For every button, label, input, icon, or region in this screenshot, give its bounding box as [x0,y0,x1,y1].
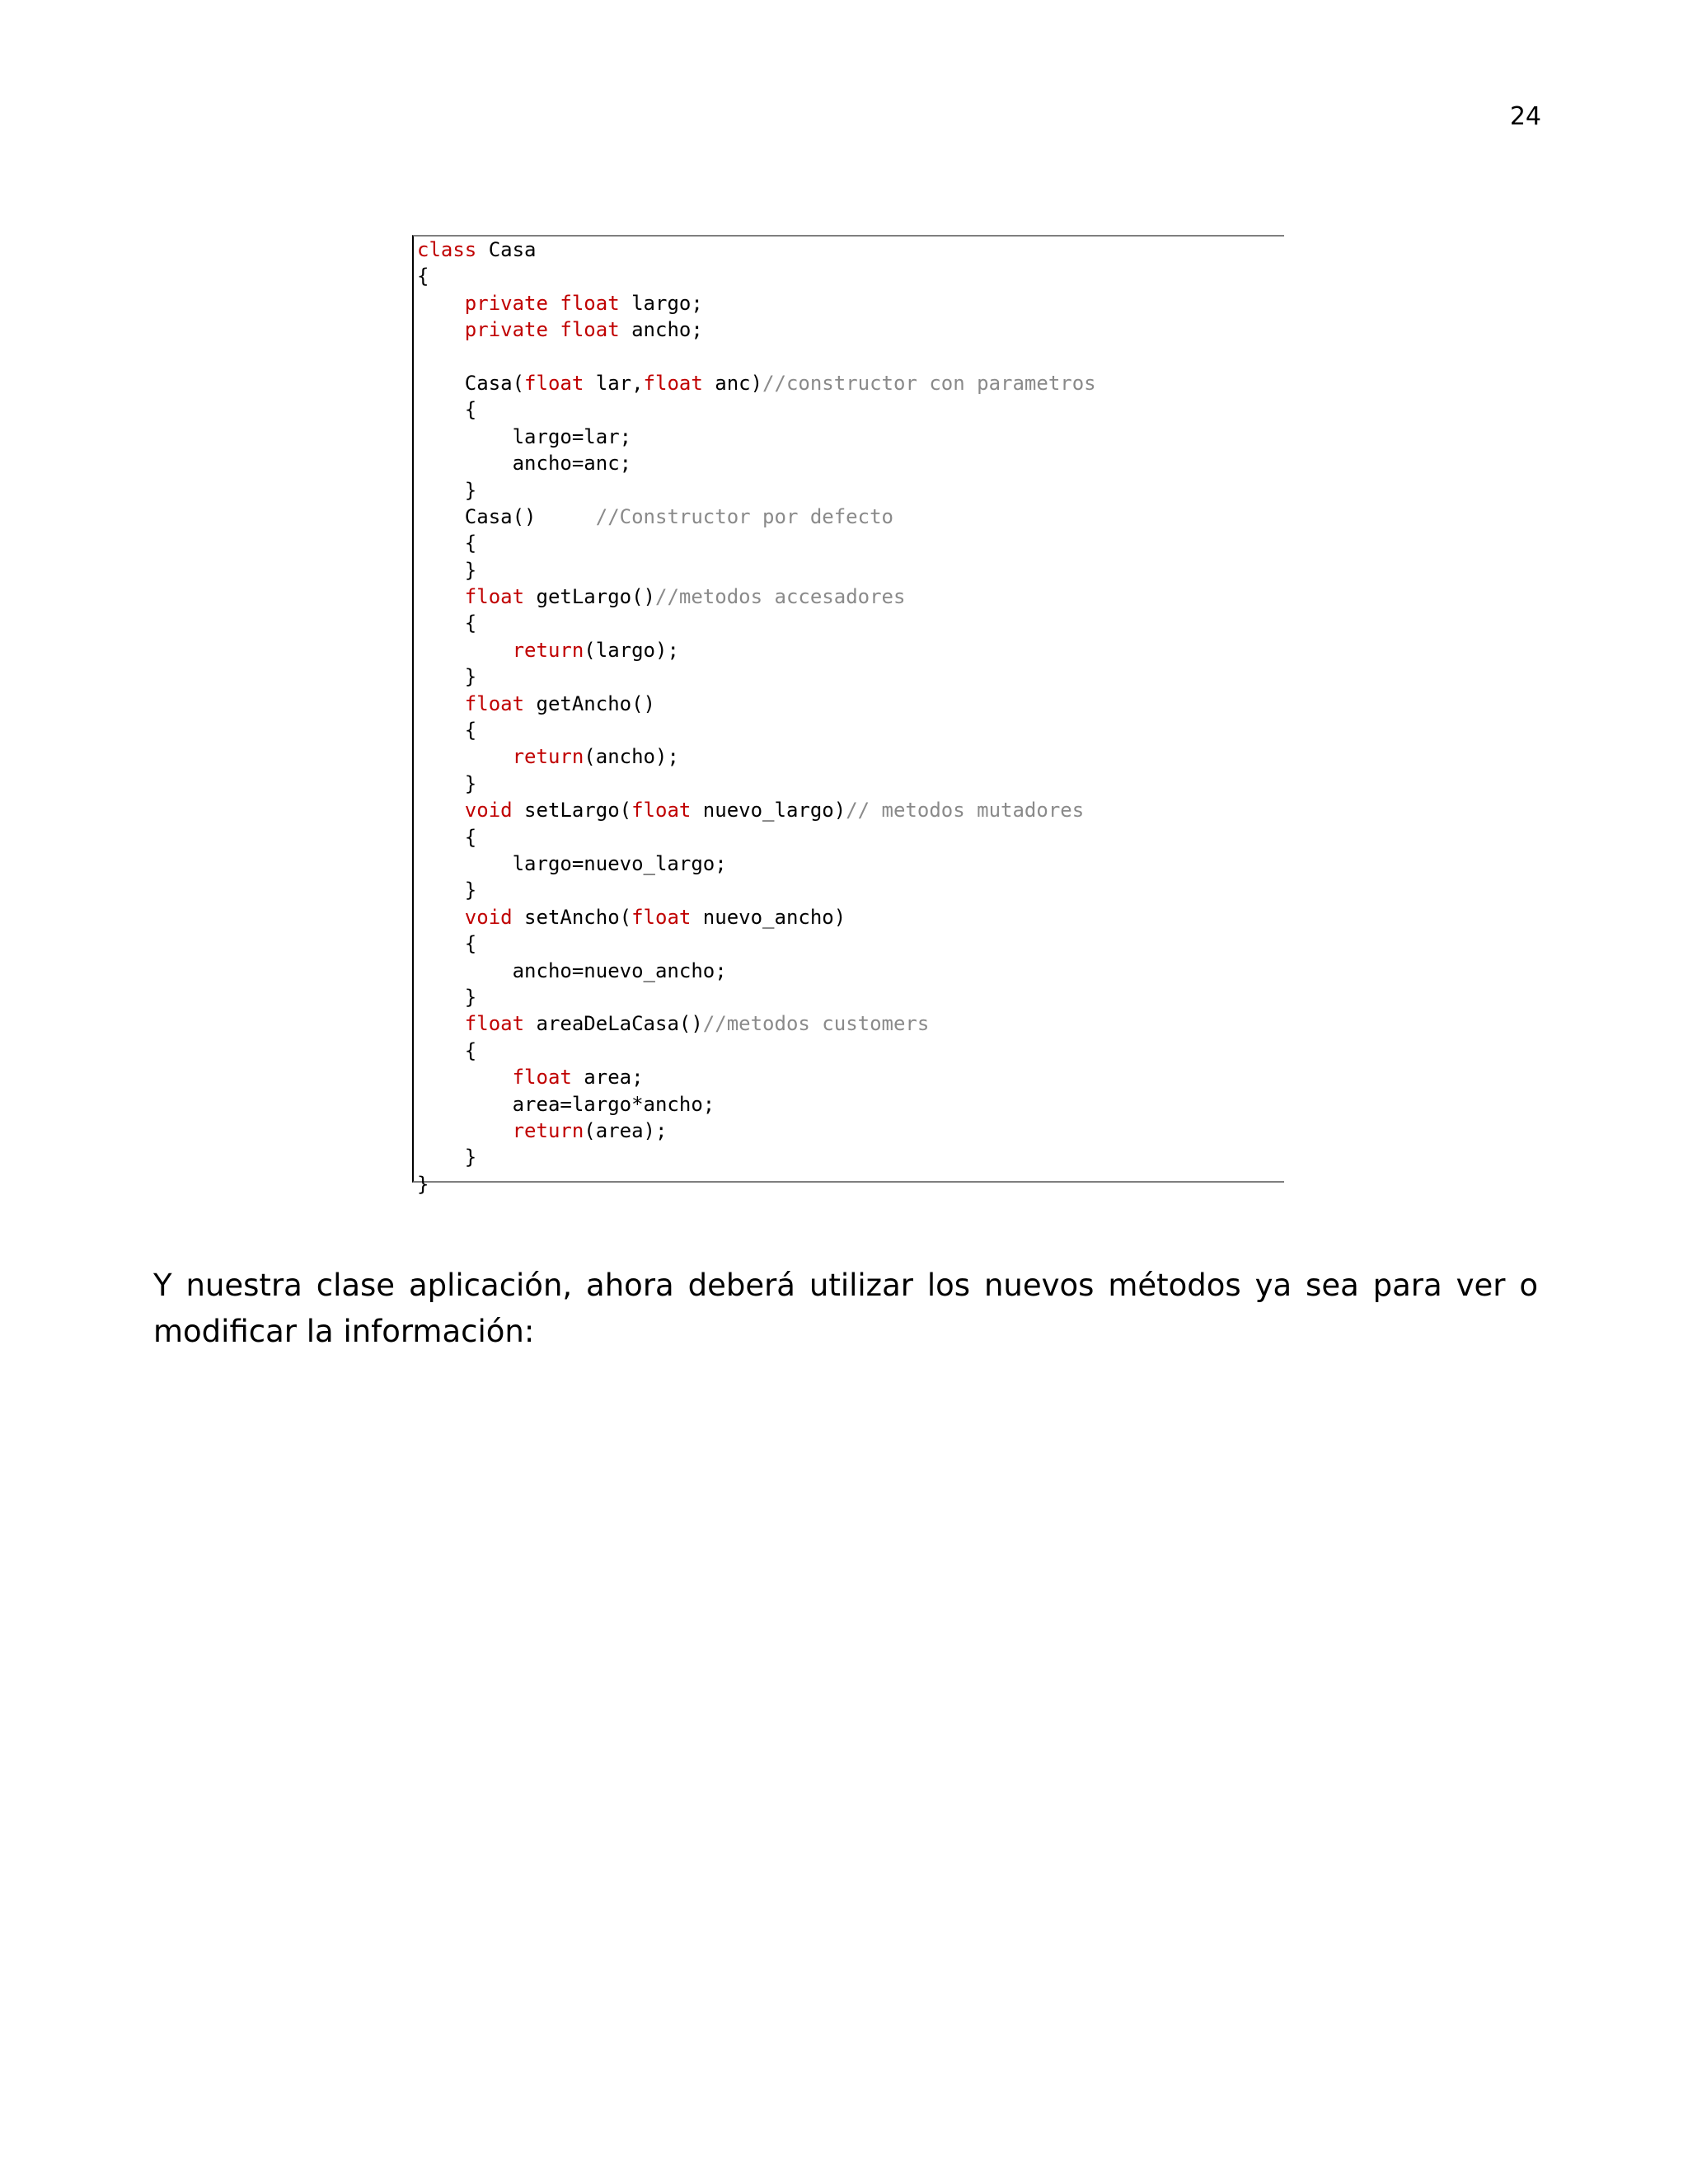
code-text: } [417,771,477,795]
code-text: Casa [476,238,537,261]
code-text: area; [571,1066,644,1090]
code-line [417,851,1096,877]
code-text [417,318,465,341]
code-lines [417,237,1096,1197]
code-line [417,930,1096,957]
code-keyword: float [560,318,620,342]
code-keyword: return [512,745,584,769]
code-text [417,906,465,929]
code-line [417,370,1096,396]
code-line [417,743,1096,770]
code-keyword: float [512,1066,572,1090]
code-text: { [417,825,477,849]
code-keyword: private [464,318,548,342]
code-comment: //Constructor por defecto [595,504,893,528]
code-line [417,1171,1096,1197]
code-text [417,292,465,315]
code-text: setLargo( [512,799,632,823]
code-text: } [417,665,477,689]
code-line [417,958,1096,984]
code-text: ancho; [619,318,703,342]
code-line [417,1144,1096,1170]
code-line [417,530,1096,556]
code-line [417,504,1096,530]
code-line [417,1064,1096,1090]
code-keyword: float [464,1012,525,1036]
code-text: { [417,265,429,288]
code-text [548,292,560,315]
code-text: } [417,985,477,1009]
code-keyword: float [631,905,692,929]
code-line [417,1038,1096,1064]
code-comment: //metodos accesadores [655,585,906,609]
code-line [417,877,1096,903]
code-text: { [417,612,477,635]
code-line [417,557,1096,583]
code-keyword: class [417,238,477,261]
code-text: ancho=anc; [417,452,632,476]
code-text: largo=lar; [417,424,632,448]
code-text [417,745,513,768]
code-keyword: private [464,291,548,315]
code-line [417,290,1096,316]
body-paragraph: Y nuestra clase aplicación, ahora deberá utilizar los nuevos métodos ya sea para ver o modificar la información: [153,1268,1538,1349]
code-text: getAncho() [524,691,655,715]
code-line [417,583,1096,610]
code-keyword: return [512,1118,584,1142]
code-line [417,1010,1096,1037]
code-text [417,1066,513,1089]
code-text: Casa( [417,371,525,395]
code-comment: //constructor con parametros [762,371,1096,395]
code-line [417,1091,1096,1118]
code-text [417,1119,513,1142]
code-text: lar, [584,371,644,395]
code-line [417,637,1096,663]
code-text: nuevo_largo) [691,799,846,823]
code-text [548,318,560,341]
code-line [417,396,1096,423]
code-comment: //metodos customers [702,1012,930,1036]
code-keyword: float [464,691,525,715]
code-text: nuevo_ancho) [691,905,846,929]
code-line [417,904,1096,930]
code-line [417,424,1096,450]
code-keyword: float [631,799,692,823]
code-line [417,797,1096,823]
code-text: areaDeLaCasa() [524,1012,703,1036]
code-text: { [417,532,477,555]
page-number: 24 [1509,102,1541,131]
code-line [417,344,1096,370]
code-text: } [417,1172,429,1196]
code-line [417,450,1096,476]
code-text: { [417,932,477,956]
code-line [417,477,1096,504]
code-line [417,771,1096,797]
code-text: anc) [702,371,763,395]
code-text: { [417,1038,477,1062]
code-listing [412,235,1284,1196]
code-text [417,799,465,822]
code-text: (area); [584,1118,668,1142]
code-keyword: float [524,371,584,395]
code-line [417,691,1096,717]
code-text [417,692,465,715]
code-line [417,610,1096,636]
code-line [417,316,1096,343]
code-text [417,1012,465,1035]
code-text: } [417,478,477,502]
code-text: area=largo*ancho; [417,1092,715,1116]
code-text: getLargo() [524,585,655,609]
code-text: largo=nuevo_largo; [417,851,727,875]
code-text: Casa() [417,504,596,528]
code-text: largo; [619,291,703,315]
code-comment: // metodos mutadores [846,799,1085,823]
code-text [417,639,513,662]
code-text: } [417,879,477,902]
code-keyword: float [643,371,703,395]
code-text: setAncho( [512,905,632,929]
code-line [417,717,1096,743]
code-line [417,1118,1096,1144]
code-text [417,585,465,608]
code-text: } [417,558,477,582]
code-line [417,663,1096,690]
code-text: { [417,719,477,743]
code-text: (largo); [584,638,679,662]
code-keyword: float [464,585,525,609]
code-text: ancho=nuevo_ancho; [417,958,727,982]
code-text: { [417,398,477,422]
code-keyword: void [464,799,513,823]
code-line [417,824,1096,851]
code-keyword: void [464,905,513,929]
code-keyword: float [560,291,620,315]
code-line [417,237,1096,263]
code-keyword: return [512,638,584,662]
code-line [417,984,1096,1010]
code-text: (ancho); [584,745,679,769]
code-text: } [417,1146,477,1169]
code-line [417,263,1096,289]
